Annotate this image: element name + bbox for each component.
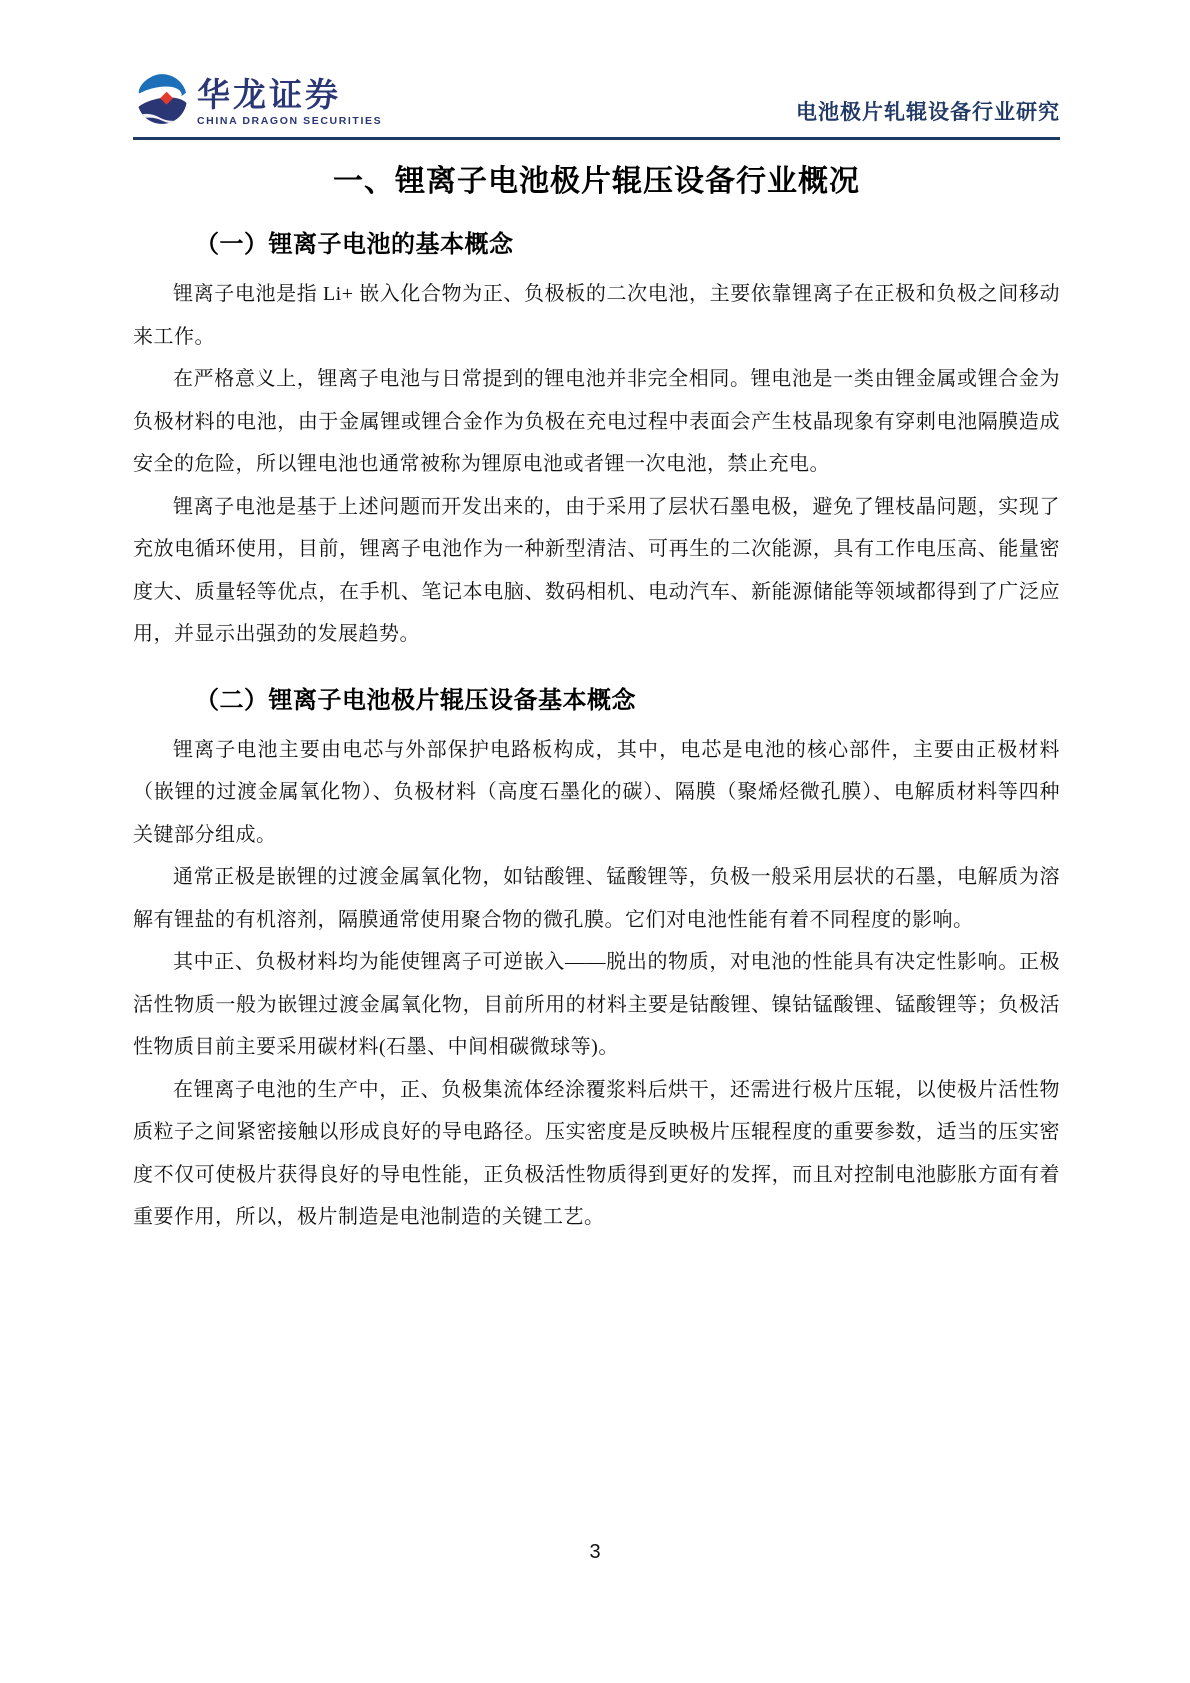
- section-2-paragraph: 锂离子电池主要由电芯与外部保护电路板构成，其中，电芯是电池的核心部件，主要由正极材料（嵌锂的过渡金属氧化物）、负极材料（高度石墨化的碳）、隔膜（聚烯烃微孔膜）、电解质材料等四种关键部分组成。: [133, 738, 1060, 846]
- page-number: 3: [589, 1541, 601, 1563]
- section-2-paragraph: 在锂离子电池的生产中，正、负极集流体经涂覆浆料后烘干，还需进行极片压辊，以使极片活性物质粒子之间紧密接触以形成良好的导电路径。压实密度是反映极片压辊程度的重要参数，适当的压实密度不仅可使极片获得良好的导电性能，正负极活性物质得到更好的发挥，而且对控制电池膨胀方面有着重要作用，所以，极片制造是电池制造的关键工艺。: [133, 1078, 1060, 1228]
- header-divider: [133, 137, 1060, 140]
- section-1-paragraph: 锂离子电池是指 Li+ 嵌入化合物为正、负极板的二次电池，主要依靠锂离子在正极和负极之间移动来工作。: [133, 283, 1060, 348]
- brand-name-en: CHINA DRAGON SECURITIES: [197, 115, 383, 127]
- section-2-heading: （二）锂离子电池极片辊压设备基本概念: [195, 686, 636, 714]
- section-1-heading: （一）锂离子电池的基本概念: [195, 231, 514, 258]
- section-2-paragraph: 通常正极是嵌锂的过渡金属氧化物，如钴酸锂、锰酸锂等，负极一般采用层状的石墨，电解质为溶解有锂盐的有机溶剂，隔膜通常使用聚合物的微孔膜。它们对电池性能有着不同程度的影响。: [133, 866, 1060, 931]
- brand-logo: [135, 72, 382, 127]
- brand-text: [197, 72, 382, 127]
- brand-name-cn: 华龙证券: [197, 76, 341, 113]
- section-1-paragraph: 锂离子电池是基于上述问题而开发出来的，由于采用了层状石墨电极，避免了锂枝晶问题，实现了充放电循环使用，目前，锂离子电池作为一种新型清洁、可再生的二次能源，具有工作电压高、能量密度大、质量轻等优点，在手机、笔记本电脑、数码相机、电动汽车、新能源储能等领域都得到了广泛应用，并显示出强劲的发展趋势。: [133, 495, 1060, 645]
- section-2-paragraph: 其中正、负极材料均为能使锂离子可逆嵌入——脱出的物质，对电池的性能具有决定性影响。正极活性物质一般为嵌锂过渡金属氧化物，目前所用的材料主要是钴酸锂、镍钴锰酸锂、锰酸锂等；负极活性物质目前主要采用碳材料(石墨、中间相碳微球等)。: [133, 951, 1060, 1058]
- document-main-title: 一、锂离子电池极片辊压设备行业概况: [333, 165, 860, 198]
- page-header: [133, 0, 1060, 140]
- section-1-paragraph: 在严格意义上，锂离子电池与日常提到的锂电池并非完全相同。锂电池是一类由锂金属或锂合金为负极材料的电池，由于金属锂或锂合金作为负极在充电过程中表面会产生枝晶现象有穿刺电池隔膜造成安全的危险，所以锂电池也通常被称为锂原电池或者锂一次电池，禁止充电。: [133, 368, 1060, 475]
- header-report-title: 电池极片轧辊设备行业研究: [796, 100, 1060, 124]
- china-dragon-logo-icon: [135, 72, 189, 126]
